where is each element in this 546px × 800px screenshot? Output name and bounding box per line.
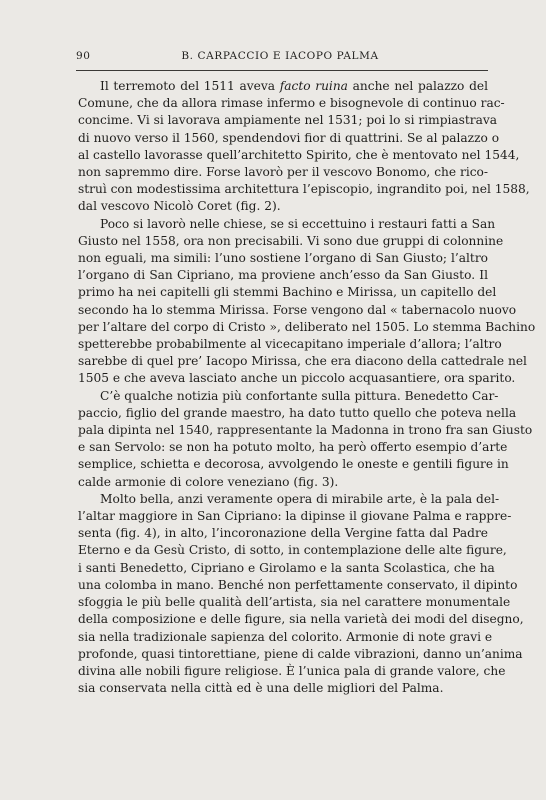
text-run: spetterebbe probabilmente al vicecapitano imperiale d’allora; l’altro	[78, 337, 502, 352]
text-run: dal vescovo Nicolò Coret (fig. 2).	[78, 199, 281, 214]
text-line	[78, 267, 488, 284]
text-line	[78, 439, 508, 456]
text-run: per l’altare del corpo di Cristo », deliberato nel 1505. Lo stemma Bachino	[78, 319, 536, 334]
text-run: anche nel palazzo del	[347, 79, 488, 93]
text-run: Eterno e da Gesù Cristo, di sotto, in contemplazione delle alte figure,	[78, 543, 507, 558]
text-run: di nuovo verso il 1560, spendendovi fior di quattrini. Se al palazzo o	[78, 130, 500, 145]
text-line	[78, 680, 488, 697]
text-run: sia nella tradizionale sapienza del colorito. Armonie di note gravi e	[78, 629, 493, 644]
text-line	[78, 181, 530, 198]
text-run: sia conservata nella città ed è una delle migliori del Palma.	[78, 681, 444, 696]
text-line	[78, 388, 499, 405]
text-run: primo ha nei capitelli gli stemmi Bachino e Mirissa, un capitello del	[78, 285, 497, 300]
text-line	[78, 542, 507, 559]
text-run: sarebbe di quel pre’ Iacopo Mirissa, che era diacono della cattedrale nel	[78, 354, 527, 369]
text-run: non sapremmo dire. Forse lavorò per il vescovo Bonomo, che rico-	[78, 165, 488, 180]
text-run: semplice, schietta e decorosa, avvolgendo le oneste e gentili figure in	[78, 457, 509, 472]
text-run: concime. Vi si lavorava ampiamente nel 1531; poi lo si rimpiastrava	[78, 113, 498, 128]
text-line	[78, 508, 512, 525]
text-run: secondo ha lo stemma Mirissa. Forse vengono dal « tabernacolo nuovo	[78, 302, 517, 317]
paragraph	[78, 491, 524, 697]
text-line	[78, 405, 517, 422]
text-line	[78, 577, 518, 594]
text-run: Poco si lavorò nelle chiese, se si eccettuino i restauri fatti a San	[100, 216, 496, 231]
text-line	[78, 474, 488, 491]
text-line	[78, 370, 516, 387]
text-run: Il terremoto del 1511 aveva	[100, 79, 280, 93]
running-head	[72, 50, 488, 68]
text-run: pala dipinta nel 1540, rappresentante la Madonna in trono fra san Giusto	[78, 423, 533, 438]
paragraph	[78, 388, 533, 491]
text-line	[78, 319, 536, 336]
text-run: calde armonie di colore veneziano (fig. 3).	[78, 474, 339, 489]
text-line	[78, 646, 523, 663]
text-run: Molto bella, anzi veramente opera di mirabile arte, è la pala del-	[100, 491, 500, 506]
text-line	[78, 422, 533, 439]
text-line	[78, 216, 496, 233]
text-line	[78, 233, 504, 250]
text-line	[78, 130, 500, 147]
text-line	[78, 629, 493, 646]
text-run: al castello lavorasse quell’architetto Spirito, che è mentovato nel 1544,	[78, 147, 520, 162]
text-line	[78, 302, 517, 319]
text-line	[78, 250, 488, 267]
text-run: sfoggia le più belle qualità dell’artista, sia nel carattere monumentale	[78, 595, 511, 610]
text-run: l’organo di San Cipriano, ma proviene anch’esso da San Giusto. Il	[78, 268, 488, 283]
text-run: l’altar maggiore in San Cipriano: la dipinse il giovane Palma e rappre-	[78, 509, 512, 524]
text-line	[78, 147, 520, 164]
text-run: senta (fig. 4), in alto, l’incoronazione della Vergine fatta dal Padre	[78, 526, 488, 541]
text-line	[78, 560, 495, 577]
text-line	[78, 353, 527, 370]
text-line	[78, 284, 497, 301]
text-line	[78, 525, 488, 542]
text-line	[78, 112, 498, 129]
page-number: 90	[76, 50, 91, 62]
italic-phrase: facto ruina	[279, 79, 348, 93]
text-line	[78, 336, 502, 353]
text-run: paccio, figlio del grande maestro, ha dato tutto quello che poteva nella	[78, 405, 517, 420]
paragraph	[78, 216, 536, 388]
text-run: una colomba in mano. Benché non perfettamente conservato, il dipinto	[78, 577, 518, 592]
text-run: 1505 e che aveva lasciato anche un piccolo acquasantiere, ora sparito.	[78, 371, 516, 386]
text-line	[78, 78, 488, 95]
text-run: divina alle nobili figure religiose. È l’unica pala di grande valore, che	[78, 663, 506, 678]
text-run: struì con modestissima architettura l’episcopio, ingrandito poi, nel 1588,	[78, 182, 530, 197]
text-line	[78, 663, 506, 680]
paragraph	[78, 78, 530, 216]
body-text	[78, 78, 536, 697]
text-run: e san Servolo: se non ha potuto molto, ha però offerto esempio d’arte	[78, 440, 508, 455]
text-run: i santi Benedetto, Cipriano e Girolamo e la santa Scolastica, che ha	[78, 560, 495, 575]
text-run: profonde, quasi tintorettiane, piene di calde vibrazioni, danno un’anima	[78, 646, 523, 661]
text-line	[78, 95, 505, 112]
text-line	[78, 594, 511, 611]
text-line	[78, 611, 524, 628]
header-rule	[76, 70, 488, 71]
text-line	[78, 164, 488, 181]
text-line	[78, 491, 500, 508]
text-line	[78, 456, 509, 473]
running-title: B. CARPACCIO E IACOPO PALMA	[181, 50, 379, 62]
text-run: Comune, che da allora rimase infermo e bisognevole di continuo rac-	[78, 96, 505, 111]
text-line	[78, 198, 488, 215]
text-run: C’è qualche notizia più confortante sulla pittura. Benedetto Car-	[100, 388, 499, 403]
text-run: della composizione e delle figure, sia nella varietà dei modi del disegno,	[78, 612, 524, 627]
text-run: non eguali, ma simili: l’uno sostiene l’organo di San Giusto; l’altro	[78, 251, 488, 266]
text-run: Giusto nel 1558, ora non precisabili. Vi sono due gruppi di colonnine	[78, 233, 504, 248]
